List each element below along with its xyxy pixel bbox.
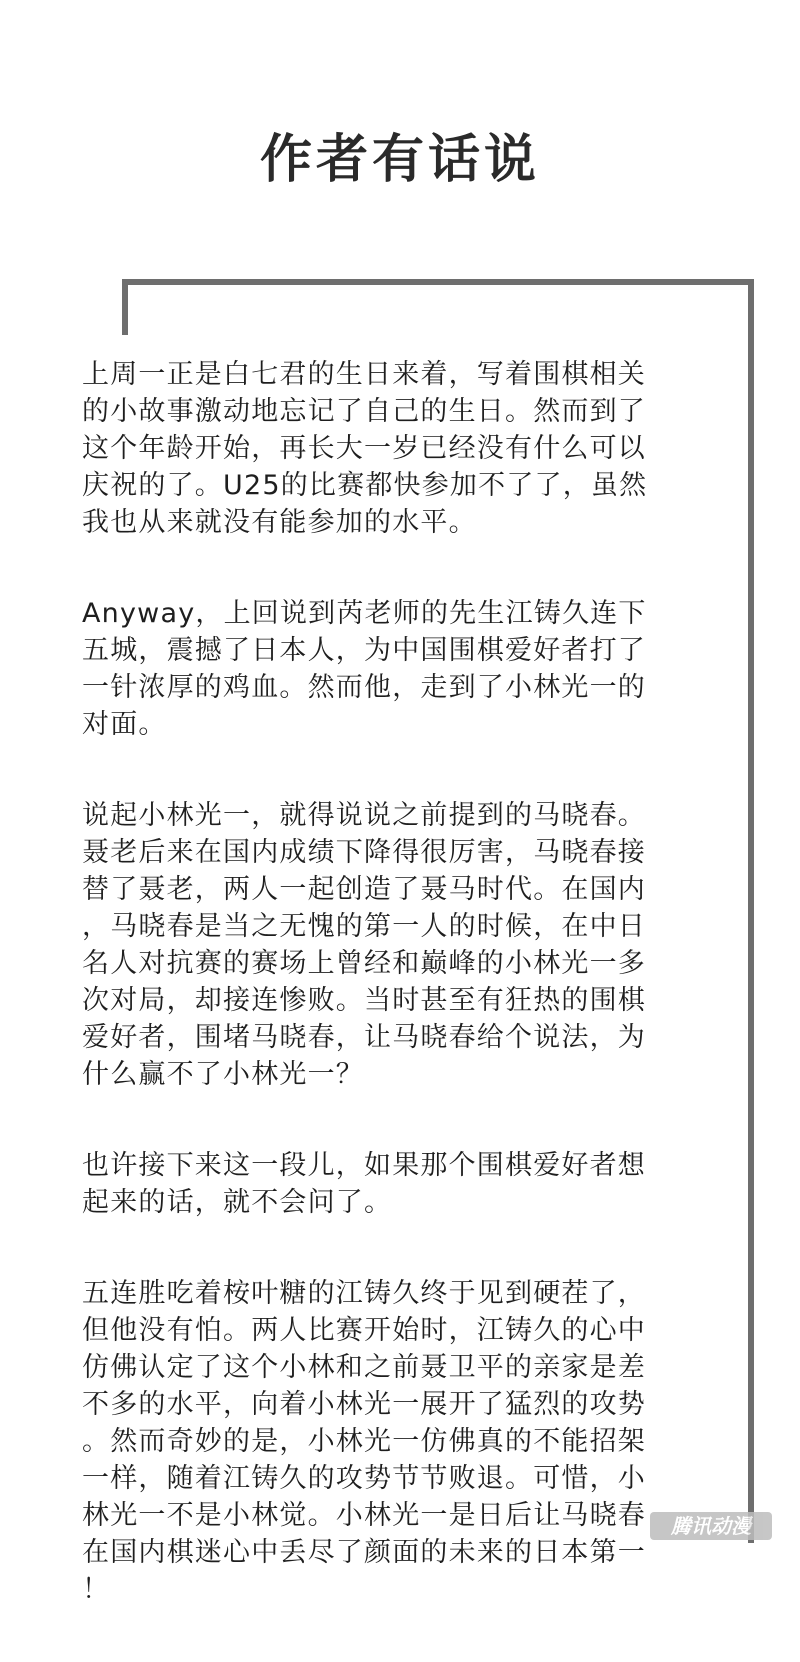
- text-line: 爱好者，围堵马晓春，让马晓春给个说法，为: [82, 1022, 646, 1053]
- text-line: ，马晓春是当之无愧的第一人的时候，在中日: [82, 911, 646, 942]
- text-line: 说起小林光一，就得说说之前提到的马晓春。: [82, 800, 646, 831]
- text-line: 一样，随着江铸久的攻势节节败退。可惜，小: [82, 1463, 646, 1494]
- text-line: 次对局，却接连惨败。当时甚至有狂热的围棋: [82, 985, 646, 1016]
- text-line: ！: [82, 1574, 111, 1605]
- frame-right-border: [748, 279, 754, 1543]
- text-line: 我也从来就没有能参加的水平。: [82, 507, 477, 538]
- text-line: 庆祝的了。U25的比赛都快参加不了了，虽然: [82, 470, 648, 501]
- text-line: 这个年龄开始，再长大一岁已经没有什么可以: [82, 433, 646, 464]
- watermark-logo: 腾讯动漫: [650, 1512, 772, 1540]
- text-line: 什么赢不了小林光一？: [82, 1059, 364, 1090]
- text-line: 五连胜吃着桉叶糖的江铸久终于见到硬茬了，: [82, 1278, 646, 1309]
- text-line: 一针浓厚的鸡血。然而他，走到了小林光一的: [82, 672, 646, 703]
- text-line: 聂老后来在国内成绩下降得很厉害，马晓春接: [82, 837, 646, 868]
- text-line: 在国内棋迷心中丢尽了颜面的未来的日本第一: [82, 1537, 646, 1568]
- text-line: 名人对抗赛的赛场上曾经和巅峰的小林光一多: [82, 948, 646, 979]
- text-line: 不多的水平，向着小林光一展开了猛烈的攻势: [82, 1389, 646, 1420]
- text-line: 起来的话，就不会问了。: [82, 1187, 393, 1218]
- paragraph-3: [82, 797, 724, 1093]
- frame-top-border: [122, 279, 754, 285]
- text-line: 上周一正是白七君的生日来着，写着围棋相关: [82, 359, 646, 390]
- paragraph-4: [82, 1147, 724, 1221]
- frame-left-border: [122, 279, 128, 335]
- text-line: Anyway，上回说到芮老师的先生江铸久连下: [82, 598, 647, 629]
- text-line: 但他没有怕。两人比赛开始时，江铸久的心中: [82, 1315, 646, 1346]
- text-line: 五城，震撼了日本人，为中国围棋爱好者打了: [82, 635, 646, 666]
- text-line: 也许接下来这一段儿，如果那个围棋爱好者想: [82, 1150, 646, 1181]
- text-line: 。然而奇妙的是，小林光一仿佛真的不能招架: [82, 1426, 646, 1457]
- paragraph-5: [82, 1275, 724, 1608]
- page-title: 作者有话说: [259, 129, 540, 190]
- text-line: 替了聂老，两人一起创造了聂马时代。在国内: [82, 874, 646, 905]
- author-note-body: [82, 356, 724, 1662]
- text-line: 仿佛认定了这个小林和之前聂卫平的亲家是差: [82, 1352, 646, 1383]
- paragraph-2: [82, 595, 724, 743]
- text-line: 林光一不是小林觉。小林光一是日后让马晓春: [82, 1500, 646, 1531]
- text-line: 的小故事激动地忘记了自己的生日。然而到了: [82, 396, 646, 427]
- text-line: 对面。: [82, 709, 167, 740]
- paragraph-1: [82, 356, 724, 541]
